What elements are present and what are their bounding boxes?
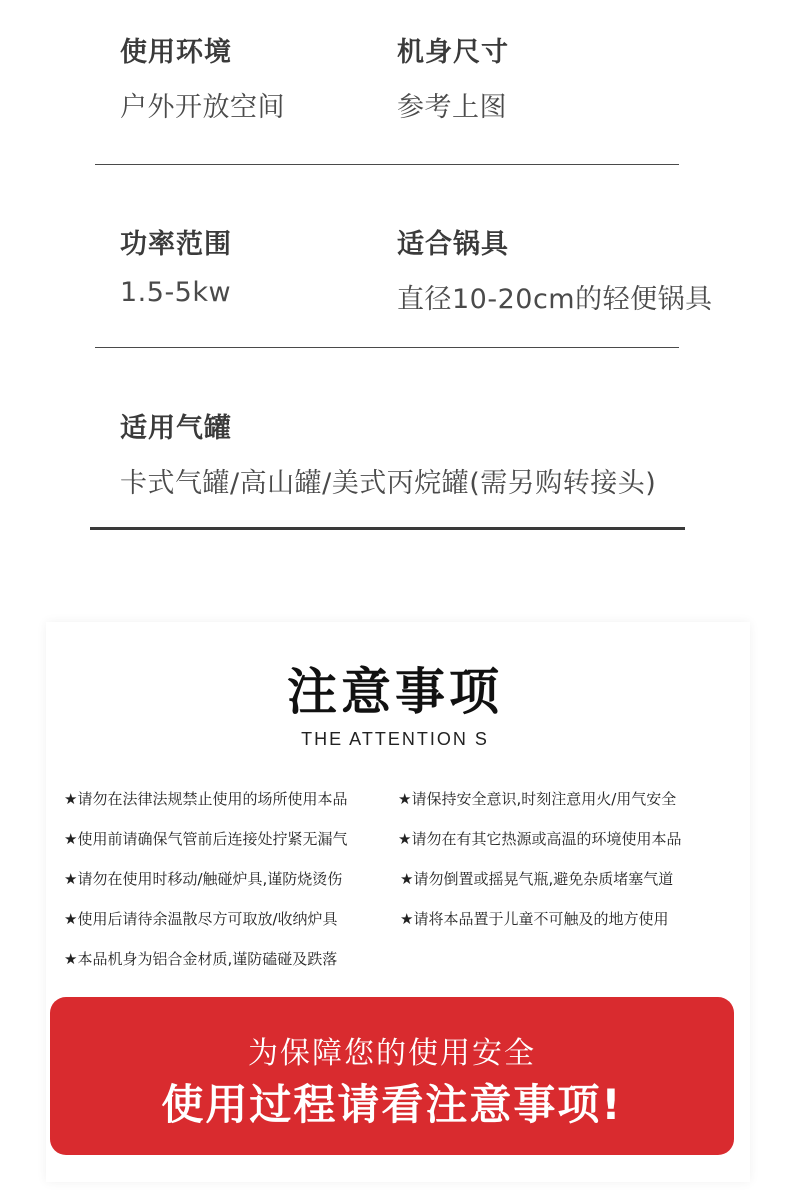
rule-item: ★使用后请待余温散尽方可取放/收纳炉具 xyxy=(64,910,338,928)
notice-subtitle: THE ATTENTION S xyxy=(301,729,489,749)
spec-value-environment: 户外开放空间 xyxy=(120,92,285,123)
safety-banner-line1: 为保障您的使用安全 xyxy=(248,1036,536,1071)
spec-divider xyxy=(95,164,679,165)
rule-item: ★请保持安全意识,时刻注意用火/用气安全 xyxy=(398,790,677,808)
spec-value-power: 1.5-5kw xyxy=(120,277,232,308)
rule-item: ★请勿在使用时移动/触碰炉具,谨防烧烫伤 xyxy=(64,870,343,888)
spec-divider-bottom xyxy=(90,527,685,530)
spec-value-canister: 卡式气罐/高山罐/美式丙烷罐(需另购转接头) xyxy=(120,468,657,499)
rule-item: ★请将本品置于儿童不可触及的地方使用 xyxy=(400,910,669,928)
spec-label-environment: 使用环境 xyxy=(120,37,232,68)
safety-banner-line2: 使用过程请看注意事项! xyxy=(161,1080,623,1129)
spec-label-size: 机身尺寸 xyxy=(397,37,509,68)
rule-item: ★本品机身为铝合金材质,谨防磕碰及跌落 xyxy=(64,950,338,968)
spec-label-power: 功率范围 xyxy=(120,229,232,260)
notice-title: 注意事项 xyxy=(287,663,503,721)
rule-item: ★使用前请确保气管前后连接处拧紧无漏气 xyxy=(64,830,348,848)
rule-item: ★请勿倒置或摇晃气瓶,避免杂质堵塞气道 xyxy=(400,870,674,888)
rule-item: ★请勿在有其它热源或高温的环境使用本品 xyxy=(398,830,682,848)
spec-label-canister: 适用气罐 xyxy=(120,413,232,444)
spec-label-cookware: 适合锅具 xyxy=(397,229,509,260)
spec-value-cookware: 直径10-20cm的轻便锅具 xyxy=(397,284,713,315)
spec-divider xyxy=(95,347,679,348)
spec-value-size: 参考上图 xyxy=(397,92,507,123)
rule-item: ★请勿在法律法规禁止使用的场所使用本品 xyxy=(64,790,348,808)
